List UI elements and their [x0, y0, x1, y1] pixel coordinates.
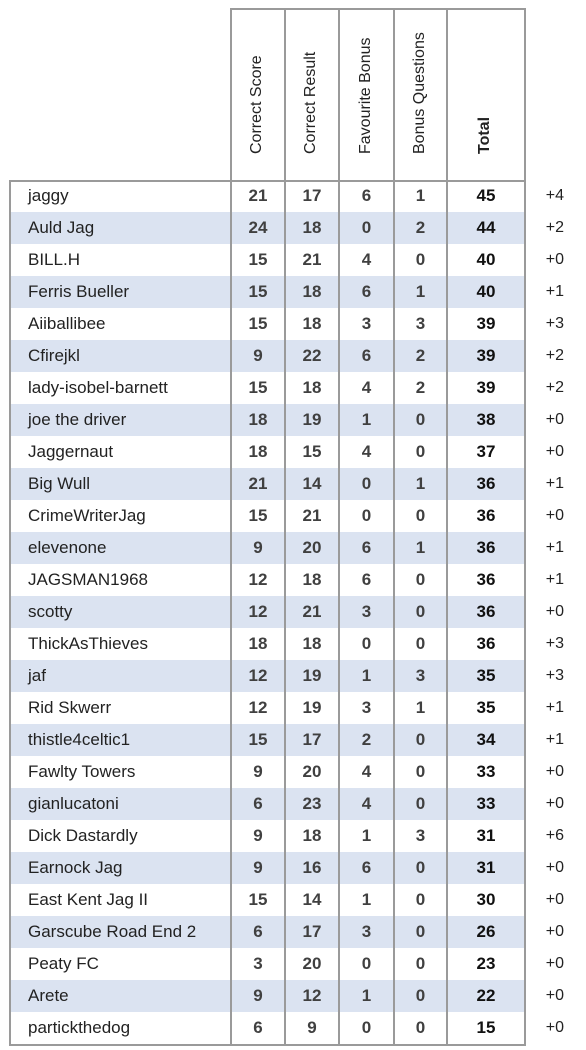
total-value: 31 [476, 858, 496, 877]
favourite-bonus-value: 3 [361, 698, 372, 717]
correct-score-value: 6 [253, 922, 263, 941]
correct-score-value: 15 [248, 314, 268, 333]
correct-score-value: 15 [248, 506, 268, 525]
header-favourite-bonus-label: Favourite Bonus [356, 37, 374, 154]
table-row [0, 404, 586, 436]
bonus-questions-value: 2 [415, 378, 426, 397]
correct-result-value: 18 [302, 218, 322, 237]
change-value: +0 [545, 795, 564, 812]
total-value: 39 [476, 314, 496, 333]
change-value: +1 [545, 731, 564, 748]
bonus-questions-value: 1 [415, 282, 426, 301]
correct-score-value: 9 [253, 762, 263, 781]
player-name: Garscube Road End 2 [28, 922, 197, 941]
change-value: +1 [545, 571, 564, 588]
change-value: +0 [545, 251, 564, 268]
correct-result-value: 20 [302, 954, 322, 973]
bonus-questions-value: 0 [415, 890, 426, 909]
correct-score-value: 15 [248, 378, 268, 397]
correct-score-value: 12 [248, 698, 268, 717]
border-col5 [446, 180, 448, 1046]
border-left [9, 180, 11, 1046]
total-value: 22 [476, 986, 496, 1005]
bonus-questions-value: 3 [415, 666, 426, 685]
correct-score-value: 15 [248, 282, 268, 301]
table-row [0, 276, 586, 308]
favourite-bonus-value: 6 [361, 186, 372, 205]
favourite-bonus-value: 3 [361, 314, 372, 333]
player-name: Aiiballibee [28, 314, 106, 333]
correct-score-value: 9 [253, 826, 263, 845]
table-row [0, 948, 586, 980]
border-col4 [393, 180, 395, 1046]
correct-result-value: 21 [302, 602, 322, 621]
favourite-bonus-value: 6 [361, 346, 372, 365]
border-right [524, 180, 526, 1046]
player-name: Earnock Jag [28, 858, 123, 877]
total-value: 39 [476, 346, 496, 365]
bonus-questions-value: 0 [415, 634, 426, 653]
correct-score-value: 3 [253, 954, 263, 973]
change-value: +0 [545, 411, 564, 428]
change-value: +0 [545, 1019, 564, 1036]
favourite-bonus-value: 3 [361, 922, 372, 941]
total-value: 15 [476, 1018, 496, 1037]
correct-score-value: 21 [248, 186, 268, 205]
correct-score-value: 18 [248, 442, 268, 461]
table-row [0, 308, 586, 340]
favourite-bonus-value: 0 [361, 954, 372, 973]
table-row [0, 436, 586, 468]
table-row [0, 756, 586, 788]
bonus-questions-value: 0 [415, 986, 426, 1005]
correct-result-value: 14 [302, 474, 322, 493]
bonus-questions-value: 0 [415, 410, 426, 429]
correct-result-value: 18 [302, 378, 322, 397]
favourite-bonus-value: 1 [361, 826, 372, 845]
bonus-questions-value: 0 [415, 1018, 426, 1037]
bonus-questions-value: 0 [415, 602, 426, 621]
total-value: 40 [476, 282, 496, 301]
header-correct-score-label: Correct Score [248, 55, 265, 154]
correct-score-value: 6 [253, 794, 263, 813]
total-value: 26 [476, 922, 496, 941]
total-value: 39 [476, 378, 496, 397]
correct-score-value: 9 [253, 986, 263, 1005]
total-value: 37 [476, 442, 496, 461]
total-value: 34 [476, 730, 496, 749]
bonus-questions-value: 0 [415, 762, 426, 781]
total-value: 23 [476, 954, 496, 973]
header-total [446, 8, 526, 180]
change-value: +6 [545, 827, 564, 844]
correct-result-value: 18 [302, 570, 322, 589]
player-name: elevenone [28, 538, 107, 557]
correct-result-value: 18 [302, 634, 322, 653]
table-row [0, 212, 586, 244]
correct-result-value: 17 [302, 922, 322, 941]
correct-result-value: 18 [302, 826, 322, 845]
header-total-label: Total [476, 116, 493, 154]
player-name: ThickAsThieves [28, 634, 148, 653]
change-value: +3 [545, 315, 564, 332]
correct-result-value: 9 [307, 1018, 317, 1037]
correct-result-value: 23 [302, 794, 322, 813]
correct-score-value: 9 [253, 538, 263, 557]
table-row [0, 564, 586, 596]
correct-score-value: 9 [253, 346, 263, 365]
favourite-bonus-value: 6 [361, 538, 372, 557]
change-value: +0 [545, 603, 564, 620]
table-row [0, 532, 586, 564]
correct-result-value: 15 [302, 442, 322, 461]
correct-result-value: 21 [302, 250, 322, 269]
player-name: lady-isobel-barnett [28, 378, 168, 397]
table-row [0, 628, 586, 660]
border-col2 [284, 180, 286, 1046]
bonus-questions-value: 1 [415, 474, 426, 493]
change-value: +0 [545, 507, 564, 524]
change-value: +1 [545, 699, 564, 716]
bonus-questions-value: 1 [415, 186, 426, 205]
header-bonus-questions-label: Bonus Questions [410, 32, 428, 154]
bonus-questions-value: 3 [415, 314, 426, 333]
change-value: +3 [545, 635, 564, 652]
correct-score-value: 9 [253, 858, 263, 877]
favourite-bonus-value: 4 [361, 442, 372, 461]
favourite-bonus-value: 0 [361, 474, 372, 493]
change-value: +2 [545, 379, 564, 396]
player-name: Arete [28, 986, 69, 1005]
table-row [0, 372, 586, 404]
bonus-questions-value: 2 [415, 346, 426, 365]
correct-result-value: 12 [302, 986, 322, 1005]
total-value: 45 [476, 186, 496, 205]
total-value: 35 [476, 698, 496, 717]
total-value: 36 [476, 570, 496, 589]
change-value: +1 [545, 283, 564, 300]
correct-result-value: 17 [302, 186, 322, 205]
total-value: 38 [476, 410, 496, 429]
table-row [0, 852, 586, 884]
table-row [0, 916, 586, 948]
favourite-bonus-value: 4 [361, 378, 372, 397]
favourite-bonus-value: 4 [361, 762, 372, 781]
favourite-bonus-value: 0 [361, 218, 372, 237]
favourite-bonus-value: 1 [361, 410, 372, 429]
total-value: 44 [476, 218, 496, 237]
favourite-bonus-value: 1 [361, 986, 372, 1005]
player-name: Peaty FC [28, 954, 99, 973]
favourite-bonus-value: 0 [361, 506, 372, 525]
total-value: 36 [476, 634, 496, 653]
favourite-bonus-value: 2 [361, 730, 372, 749]
total-value: 33 [476, 762, 496, 781]
bonus-questions-value: 0 [415, 922, 426, 941]
header-bonus-questions [393, 8, 448, 180]
player-name: JAGSMAN1968 [28, 570, 148, 589]
change-value: +0 [545, 923, 564, 940]
player-name: partickthedog [28, 1018, 131, 1037]
header-correct-score [230, 8, 286, 180]
correct-result-value: 20 [302, 762, 322, 781]
player-name: joe the driver [28, 410, 127, 429]
change-value: +3 [545, 667, 564, 684]
table-row [0, 884, 586, 916]
favourite-bonus-value: 6 [361, 858, 372, 877]
player-name: scotty [28, 602, 73, 621]
table-row [0, 180, 586, 212]
correct-score-value: 21 [248, 474, 268, 493]
correct-result-value: 18 [302, 282, 322, 301]
correct-result-value: 22 [302, 346, 322, 365]
correct-result-value: 20 [302, 538, 322, 557]
correct-score-value: 15 [248, 890, 268, 909]
correct-result-value: 19 [302, 698, 322, 717]
player-name: jaggy [28, 186, 69, 205]
correct-result-value: 19 [302, 666, 322, 685]
bonus-questions-value: 0 [415, 730, 426, 749]
favourite-bonus-value: 6 [361, 282, 372, 301]
change-value: +0 [545, 891, 564, 908]
bonus-questions-value: 0 [415, 794, 426, 813]
player-name: Fawlty Towers [28, 762, 136, 781]
player-name: Big Wull [28, 474, 91, 493]
change-value: +4 [545, 187, 564, 204]
correct-result-value: 16 [302, 858, 322, 877]
total-value: 33 [476, 794, 496, 813]
favourite-bonus-value: 3 [361, 602, 372, 621]
bonus-questions-value: 0 [415, 570, 426, 589]
table-row [0, 820, 586, 852]
correct-score-value: 15 [248, 250, 268, 269]
correct-score-value: 15 [248, 730, 268, 749]
correct-result-value: 17 [302, 730, 322, 749]
border-col1 [230, 180, 232, 1046]
header-correct-result [284, 8, 340, 180]
bonus-questions-value: 0 [415, 506, 426, 525]
change-value: +0 [545, 859, 564, 876]
player-name: Auld Jag [28, 218, 95, 237]
bonus-questions-value: 0 [415, 442, 426, 461]
favourite-bonus-value: 1 [361, 890, 372, 909]
bonus-questions-value: 1 [415, 538, 426, 557]
change-value: +2 [545, 219, 564, 236]
total-value: 36 [476, 538, 496, 557]
table-row [0, 596, 586, 628]
table-row [0, 244, 586, 276]
border-col3 [338, 180, 340, 1046]
correct-score-value: 6 [253, 1018, 263, 1037]
table-row [0, 468, 586, 500]
player-name: Cfirejkl [28, 346, 80, 365]
total-value: 31 [476, 826, 496, 845]
correct-score-value: 12 [248, 570, 268, 589]
change-value: +1 [545, 539, 564, 556]
table-row [0, 500, 586, 532]
table-row [0, 340, 586, 372]
change-value: +0 [545, 955, 564, 972]
bonus-questions-value: 3 [415, 826, 426, 845]
correct-score-value: 12 [248, 666, 268, 685]
total-value: 36 [476, 474, 496, 493]
table-row [0, 692, 586, 724]
table-row [0, 724, 586, 756]
bonus-questions-value: 1 [415, 698, 426, 717]
change-value: +1 [545, 475, 564, 492]
change-value: +0 [545, 987, 564, 1004]
table-row [0, 980, 586, 1012]
correct-score-value: 12 [248, 602, 268, 621]
favourite-bonus-value: 0 [361, 1018, 372, 1037]
total-value: 30 [476, 890, 496, 909]
favourite-bonus-value: 6 [361, 570, 372, 589]
total-value: 40 [476, 250, 496, 269]
total-value: 35 [476, 666, 496, 685]
table-row [0, 1012, 586, 1044]
change-value: +0 [545, 443, 564, 460]
header-correct-result-label: Correct Result [302, 51, 319, 154]
favourite-bonus-value: 1 [361, 666, 372, 685]
player-name: Ferris Bueller [28, 282, 130, 301]
player-name: East Kent Jag II [28, 890, 149, 909]
bonus-questions-value: 2 [415, 218, 426, 237]
change-value: +2 [545, 347, 564, 364]
correct-score-value: 18 [248, 634, 268, 653]
player-name: Jaggernaut [28, 442, 114, 461]
player-name: Dick Dastardly [28, 826, 138, 845]
player-name: Rid Skwerr [28, 698, 112, 717]
header-favourite-bonus [338, 8, 395, 180]
player-name: gianlucatoni [28, 794, 119, 813]
correct-result-value: 19 [302, 410, 322, 429]
change-value: +0 [545, 763, 564, 780]
correct-result-value: 21 [302, 506, 322, 525]
correct-score-value: 18 [248, 410, 268, 429]
correct-result-value: 18 [302, 314, 322, 333]
player-name: thistle4celtic1 [28, 730, 131, 749]
player-name: jaf [28, 666, 46, 685]
bonus-questions-value: 0 [415, 858, 426, 877]
total-value: 36 [476, 602, 496, 621]
favourite-bonus-value: 0 [361, 634, 372, 653]
player-name: BILL.H [28, 250, 80, 269]
bonus-questions-value: 0 [415, 954, 426, 973]
favourite-bonus-value: 4 [361, 794, 372, 813]
total-value: 36 [476, 506, 496, 525]
favourite-bonus-value: 4 [361, 250, 372, 269]
correct-result-value: 14 [302, 890, 322, 909]
player-name: CrimeWriterJag [28, 506, 146, 525]
correct-score-value: 24 [248, 218, 268, 237]
table-row [0, 660, 586, 692]
bonus-questions-value: 0 [415, 250, 426, 269]
table-row [0, 788, 586, 820]
